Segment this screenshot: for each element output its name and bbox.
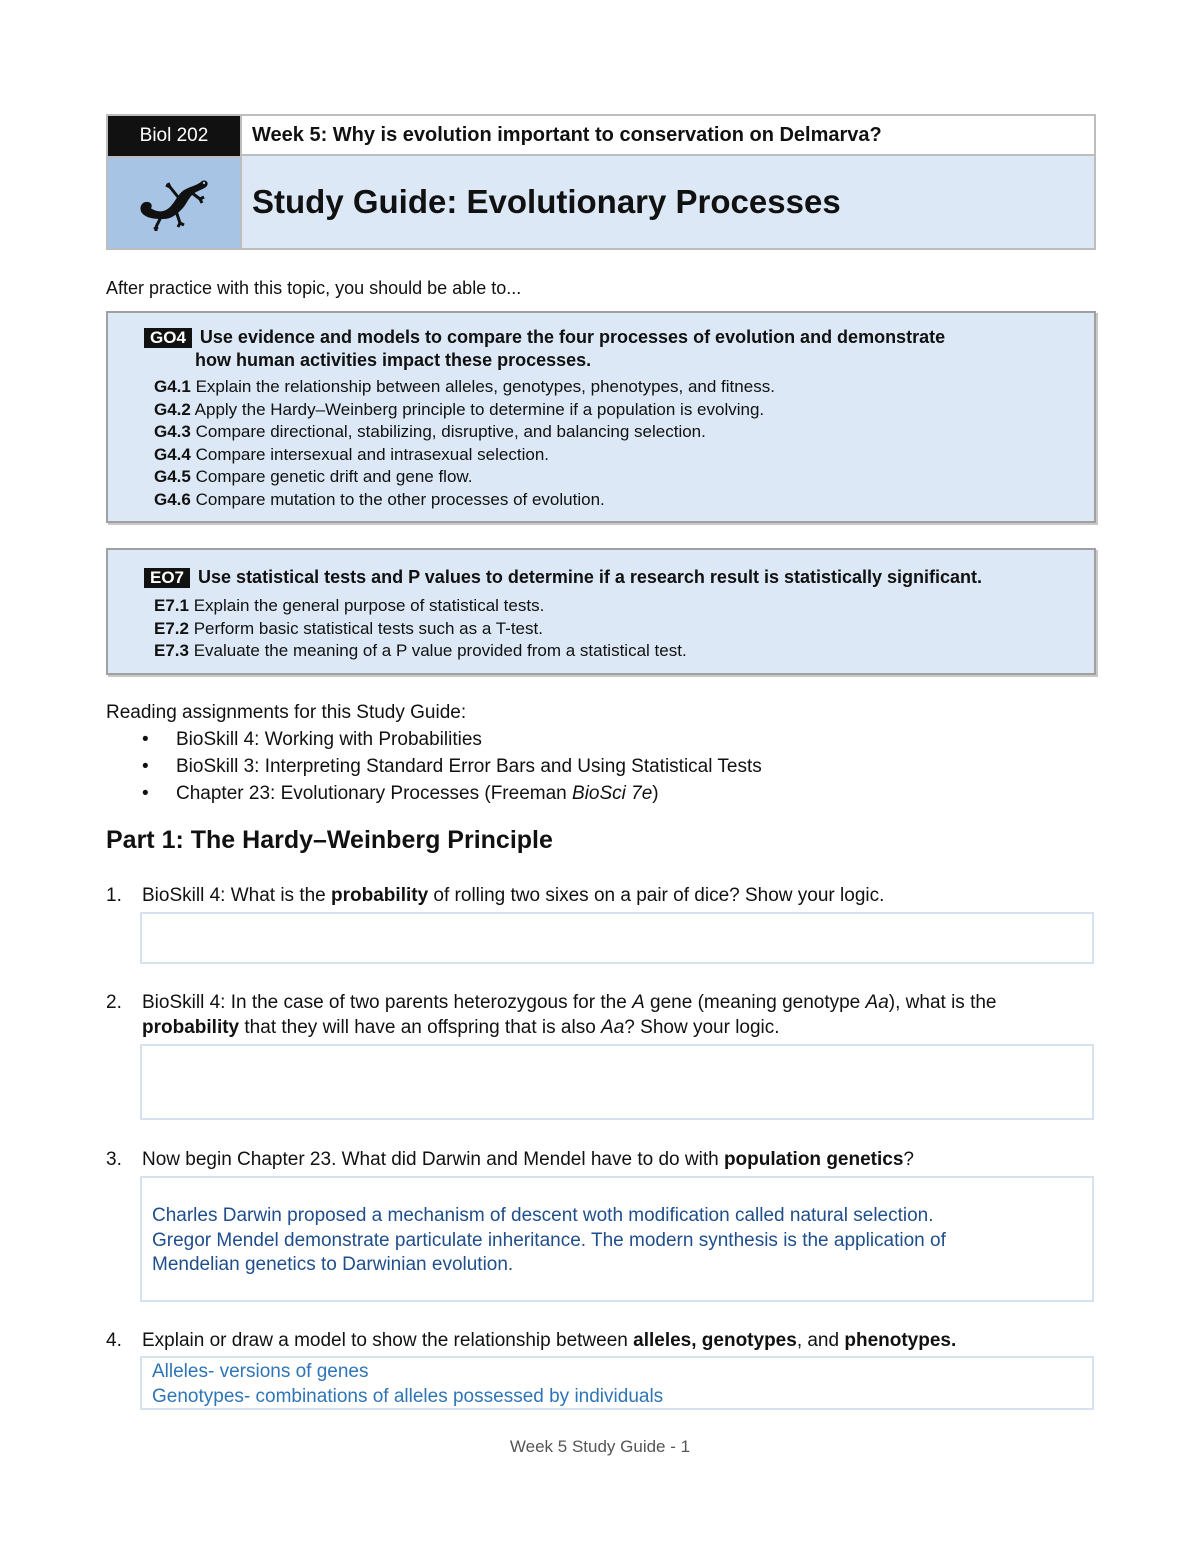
page-title: Study Guide: Evolutionary Processes [242,156,1094,248]
goal-heading [144,326,945,372]
question-number: 1. [106,885,122,906]
answer-text: Charles Darwin proposed a mechanism of descent woth modification called natural selection. Gregor Mendel demonstrate particulate inheritance. The modern synthesis is the application of Mendelian genetics to Darwinian evolution. [152,1205,946,1275]
goal-item: G4.5 Compare genetic drift and gene flow. [154,467,473,487]
goal-item: G4.3 Compare directional, stabilizing, disruptive, and balancing selection. [154,422,706,442]
goal-box-go4 [106,311,1096,523]
goal-tag: GO4 [144,328,192,348]
question-3 [106,1147,1096,1172]
goal-heading [144,566,982,589]
goal-heading-line: Use evidence and models to compare the four processes of evolution and demonstrate [199,327,946,347]
goal-item: G4.1 Explain the relationship between alleles, genotypes, phenotypes, and fitness. [154,377,775,396]
goal-items [154,376,775,512]
lizard-icon [108,156,242,248]
intro-text: After practice with this topic, you should be able to... [106,278,522,298]
answer-box-4[interactable] [140,1356,1094,1410]
question-text: Explain or draw a model to show the relationship between alleles, genotypes, and phenotypes. [142,1330,957,1351]
section-title: Part 1: The Hardy–Weinberg Principle [106,826,553,854]
goal-items [154,595,687,663]
question-2 [106,990,1096,1040]
answer-box-1[interactable] [140,912,1094,964]
goal-item: G4.4 Compare intersexual and intrasexual selection. [154,444,549,464]
goal-item: E7.2 Perform basic statistical tests such as a T-test. [154,618,543,638]
goal-item: E7.3 Evaluate the meaning of a P value provided from a statistical test. [154,641,687,661]
question-number: 4. [106,1330,122,1351]
reading-heading: Reading assignments for this Study Guide: [106,702,467,723]
reading-item: • BioSkill 3: Interpreting Standard Error Bars and Using Statistical Tests [142,753,762,780]
goal-item: G4.2 Apply the Hardy–Weinberg principle to determine if a population is evolving. [154,399,765,419]
reading-list [142,726,762,807]
answer-box-2[interactable] [140,1044,1094,1120]
header-table [106,114,1096,250]
goal-box-eo7 [106,548,1096,675]
question-text: BioSkill 4: In the case of two parents heterozygous for the A gene (meaning genotype Aa), what is the probability that they will have an offspring that is also Aa? Show your logic. [142,992,997,1038]
page-footer: Week 5 Study Guide - 1 [509,1437,691,1456]
question-number: 3. [106,1149,122,1170]
goal-item: E7.1 Explain the general purpose of statistical tests. [154,596,545,615]
course-label: Biol 202 [108,116,242,156]
question-text: BioSkill 4: What is the probability of rolling two sixes on a pair of dice? Show your logic. [142,885,885,906]
week-title: Week 5: Why is evolution important to conservation on Delmarva? [242,116,1094,156]
question-number: 2. [106,992,122,1013]
answer-text: Alleles- versions of genes Genotypes- combinations of alleles possessed by individuals [152,1361,664,1407]
goal-heading-line: how human activities impact these processes. [195,350,592,370]
question-1 [106,883,1096,908]
goal-tag: EO7 [144,568,190,588]
reading-item: • BioSkill 4: Working with Probabilities [142,726,762,753]
question-4 [106,1328,1096,1353]
reading-item: • Chapter 23: Evolutionary Processes (Freeman BioSci 7e) [142,780,762,807]
answer-box-3[interactable] [140,1176,1094,1302]
goal-heading-line: Use statistical tests and P values to determine if a research result is statistically significant. [198,567,983,587]
question-text: Now begin Chapter 23. What did Darwin and Mendel have to do with population genetics? [142,1149,914,1170]
goal-item: G4.6 Compare mutation to the other processes of evolution. [154,489,605,509]
